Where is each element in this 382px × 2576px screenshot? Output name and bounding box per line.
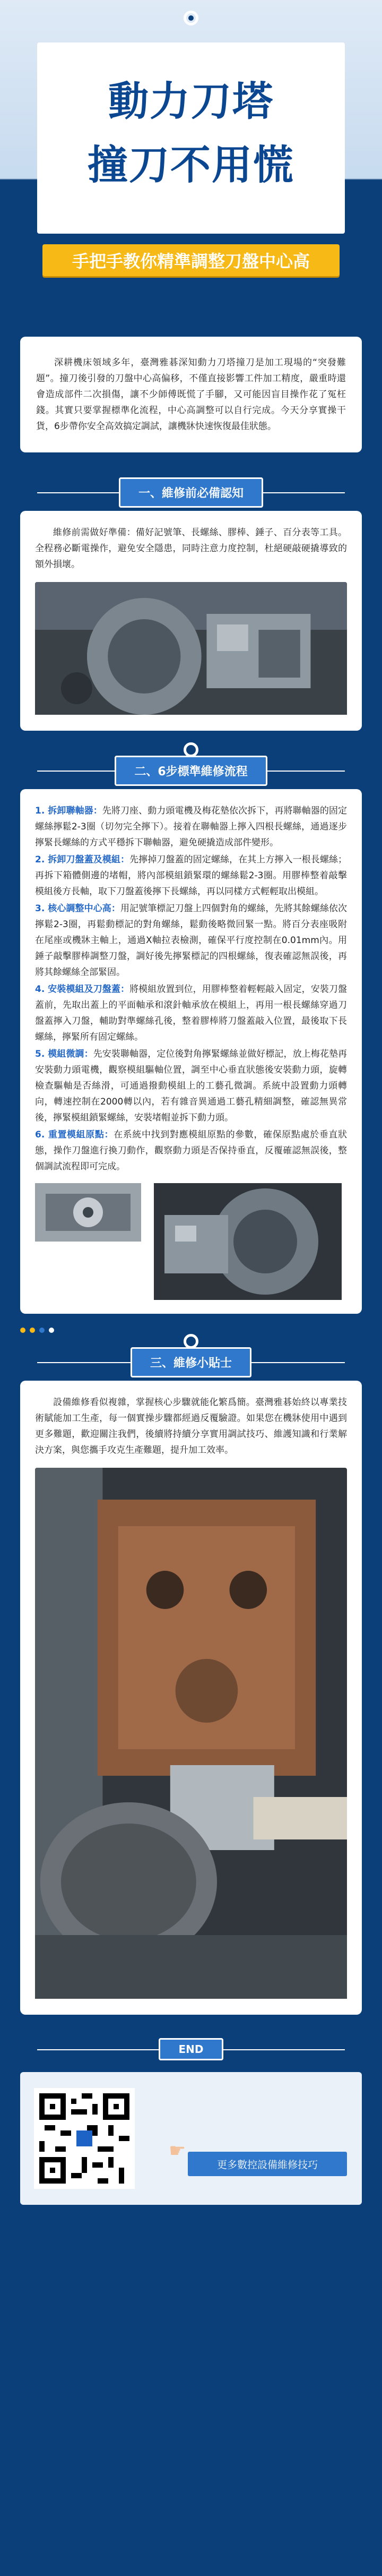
step-4-label: 4. 安裝模組及刀盤蓋： [35,984,130,995]
qr-code[interactable] [34,2088,135,2189]
step-1-label: 1. 拆卸聯軸器： [35,806,102,816]
prep-card [20,511,362,731]
tips-card [20,1381,362,2015]
pointing-hand-icon: ☛ [169,2140,186,2162]
steps-card [20,789,362,1314]
intro-card [20,337,362,452]
more-tips-label: 更多數控設備維修技巧 [216,2159,318,2171]
section-header-1 [0,474,382,511]
step-4-text: 將模組放置到位，用膠棒整着輕輕敲入固定，安裝刀盤蓋前，先取出蓋上的平面軸承和滾針軸承放在模組上，再用一根長螺絲穿過刀盤蓋擰入刀盤，輔助對準螺絲孔後，整着膠棒將刀盤蓋敲入位置，最後取下長螺絲，擰緊所有固定螺絲。 [35,984,347,1042]
turret-photo-1 [35,582,347,717]
step-3-label: 3. 核心調整中心高： [35,903,120,914]
footer-panel [20,2072,362,2205]
step-6-text: 在系統中找到對應模組原點的參數，確保原點處於垂直狀態，操作刀盤進行換刀動作，觀察動力頭是否保持垂直，反覆確認無誤後，整個調試流程即可完成。 [35,1129,347,1172]
more-tips-button[interactable] [169,2140,347,2176]
section-title-3: 三、維修小貼士 [131,1347,251,1377]
step-2 [35,852,347,900]
step-photo-large [154,1183,342,1300]
step-1 [35,803,347,851]
intro-text: 深耕機床領域多年，臺灣雅碁深知動力刀塔撞刀是加工現場的“突發難題”。撞刀後引發的刀盤中心高偏移，不僅直接影響工件加工精度，嚴重時還會造成部件二次損傷，讓不少師傅既慌了手腳，又可能因盲目操作花了冤枉錢。其實只要掌握標準化流程，中心高調整可以自行完成。今天分享實操干貨，6步帶你安全高效搞定調試，讓機牀快速恢復最佳狀態。 [36,357,346,432]
qr-code-pattern [39,2093,129,2184]
gear-icon [184,742,198,757]
section-title-2: 二、6步標準維修流程 [115,756,267,786]
step-3-text: 用記號筆標記刀盤上四個對角的螺絲，先將其餘螺絲依次擰鬆2-3圈，再鬆動標記的對角螺絲，鬆動後略微回緊一點。將百分表座吸附在尾座或機牀主軸上，通過X軸拉表檢測，確保平行度控制在0.01mm內。用錘子敲擊膠棒調整刀盤，調好後先擰緊標記的四根螺絲，復表確認無誤後，再將其餘螺絲全部緊固。 [35,903,347,978]
tips-text: 設備維修看似複雜，掌握核心步驟就能化繁爲簡。臺灣雅碁始終以專業技術賦能加工生產，每一個實操步驟都經過反覆驗證。如果您在機牀使用中遇到更多難題，歡迎關注我們，後續將持續分享實用調試技巧、維護知識和行業解決方案，與您攜手攻克生產難題，提升加工效率。 [35,1397,347,1456]
hero-title-line1: 動力刀塔 [108,78,274,125]
gear-icon [184,11,198,25]
turret-photo-2 [35,1468,347,2001]
end-label: END [159,2038,223,2060]
step-2-label: 2. 拆卸刀盤蓋及模組： [35,854,130,865]
end-marker [0,2031,382,2068]
step-4 [35,981,347,1045]
dot-yellow [30,1328,35,1333]
gear-icon [184,1334,198,1349]
step-5-label: 5. 模組微調： [35,1049,93,1059]
step-6 [35,1127,347,1175]
step-5 [35,1046,347,1126]
dot-blue [39,1328,45,1333]
step-5-text: 先安裝聯軸器，定位後對角擰緊螺絲並做好標記，放上梅花墊再安裝動力頭電機，觀察模組驅軸位置，調至中心垂直狀態後安裝動力頭，旋轉檢查驅軸是否絲滑，可通過撥動模組上的工藝孔微調。系統中設置動力頭轉向，轉速控制在2000轉以內，若有雜音異通過工藝孔精細調整，確認無異常後，擰緊模組鎖緊螺絲，安裝堵帽並拆下動力頭。 [35,1049,347,1123]
section-title-1: 一、維修前必備認知 [119,477,263,508]
hero-subtitle-ribbon: 手把手教你精準調整刀盤中心高 [42,244,340,276]
step-2-text: 先擰掉刀盤蓋的固定螺絲，在其上方擰入一根長螺絲；再拆下箱體側邊的堵帽，將內部模組鎖緊環的螺絲鬆2-3圈。用膠棒整着敲擊模組後方長軸，取下刀盤蓋後擰下長螺絲，再以同樣方式輕輕取出模組。 [35,854,347,897]
dot-yellow [20,1328,25,1333]
step-1-text: 先將刀座、動力頭電機及梅花墊依次拆下，再將聯軸器的固定螺絲擰鬆2-3圈（切勿完全擰下）。接着在聯軸器上擰入四根長螺絲，通過逐步擰緊長螺絲的方式平穩拆下聯軸器，避免硬撬造成部件變形。 [35,806,347,848]
pagination-dots [20,1328,54,1333]
step-photo-small [35,1183,141,1242]
dot-white [49,1328,54,1333]
section-header-3 [0,1343,382,1381]
hero-title-line2: 撞刀不用慌 [88,141,294,189]
section-header-2 [0,752,382,789]
step-6-label: 6. 重置模組原點： [35,1129,114,1140]
step-3 [35,901,347,980]
prep-text: 維修前需做好準備：備好記號筆、長螺絲、膠棒、錘子、百分表等工具。全程務必斷電操作，避免安全隱患，同時注意力度控制，杜絕硬敲硬撬導致的額外損壞。 [35,527,347,570]
hero-banner [0,0,382,297]
step-photos [35,1183,347,1300]
bottom-spacer [0,2205,382,2226]
